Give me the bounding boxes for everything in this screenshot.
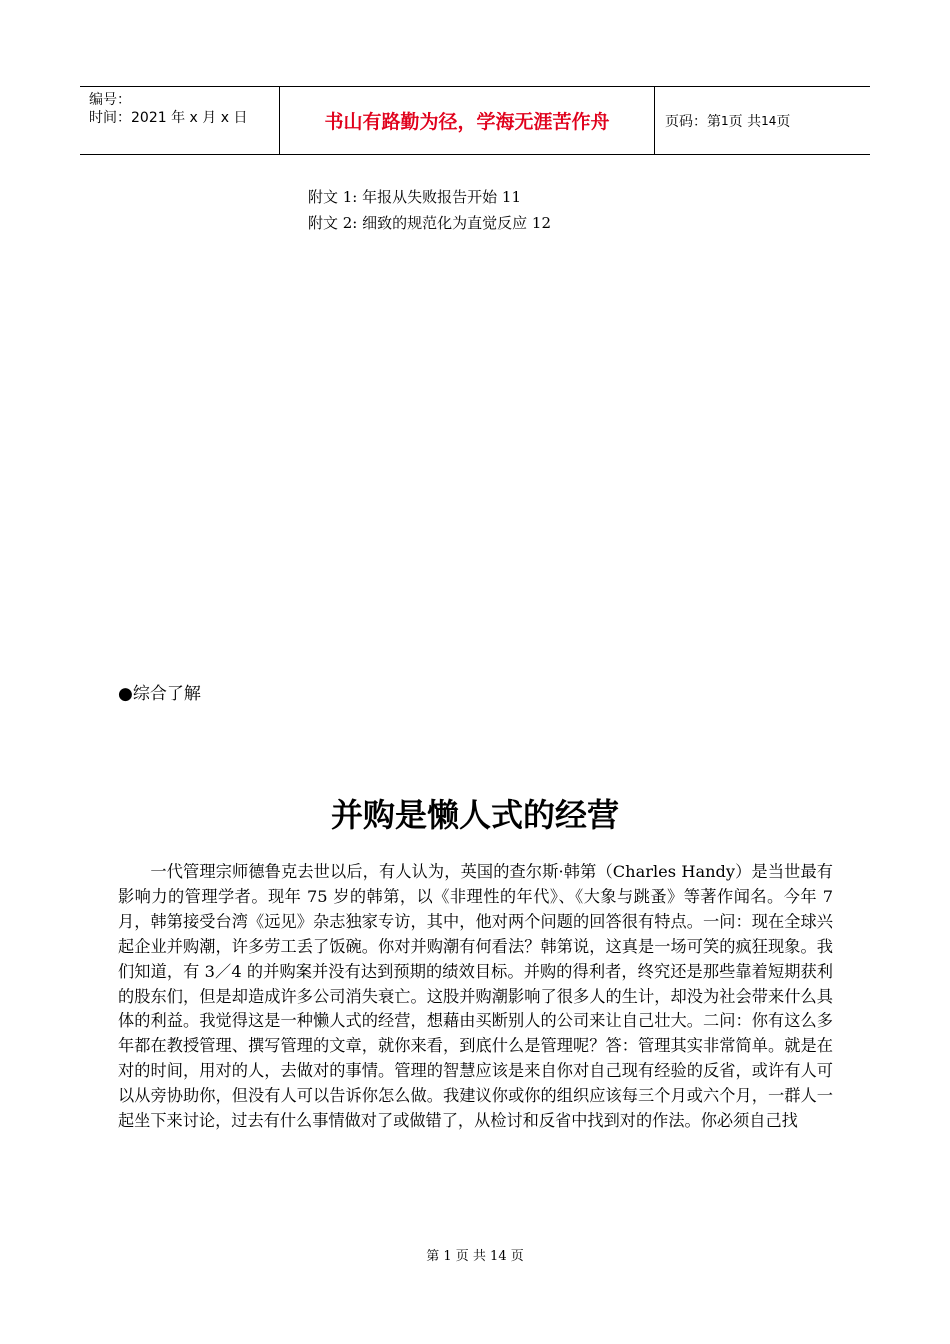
page-total: 14 — [761, 113, 777, 128]
toc-item[interactable]: 附文 2: 细致的规范化为直觉反应 12 — [308, 214, 551, 232]
table-of-contents — [308, 184, 551, 236]
page-header — [80, 86, 870, 155]
header-meta — [80, 87, 280, 154]
article-body: 一代管理宗师德鲁克去世以后，有人认为，英国的查尔斯·韩第（Charles Handy）是当世最有影响力的管理学者。现年 75 岁的韩第，以《非理性的年代》、《大象与跳蚤》等著作闻名。今年 7 月，韩第接受台湾《远见》杂志独家专访，其中，他对两个问题的回答很有特点。一问：现在全球兴起企业并购潮，许多劳工丢了饭碗。你对并购潮有何看法？韩第说，这真是一场可笑的疯狂现象。我们知道，有 3／4 的并购案并没有达到预期的绩效目标。并购的得利者，终究还是那些靠着短期获利的股东们，但是却造成许多公司消失衰亡。这股并购潮影响了很多人的生计，却没为社会带来什么具体的利益。我觉得这是一种懒人式的经营，想藉由买断别人的公司来让自己壮大。二问：你有这么多年都在教授管理、撰写管理的文章，就你来看，到底什么是管理呢？答：管理其实非常简单。就是在对的时间，用对的人，去做对的事情。管理的智慧应该是来自你对自己现有经验的反省，或许有人可以从旁协助你，但没有人可以告诉你怎么做。我建议你或你的组织应该每三个月或六个月，一群人一起坐下来讨论，过去有什么事情做对了或做错了，从检讨和反省中找到对的作法。你必须自己找 — [118, 862, 833, 1131]
article-title: 并购是懒人式的经营 — [330, 796, 619, 834]
page-prefix: 页码：第 — [665, 113, 721, 130]
section-heading: ●综合了解 — [118, 684, 201, 704]
document-time-label: 时间：2021 年 x 月 x 日 — [89, 110, 248, 126]
page-current: 1 — [721, 113, 729, 128]
toc-item[interactable]: 附文 1: 年报从失败报告开始 11 — [308, 188, 521, 206]
document-number-label: 编号： — [89, 92, 131, 108]
header-motto: 书山有路勤为径，学海无涯苦作舟 — [280, 87, 655, 154]
page-middle: 页 共 — [728, 113, 762, 130]
page-footer: 第 1 页 共 14 页 — [426, 1249, 524, 1264]
page-suffix: 页 — [776, 113, 791, 130]
header-page-info — [655, 87, 870, 154]
